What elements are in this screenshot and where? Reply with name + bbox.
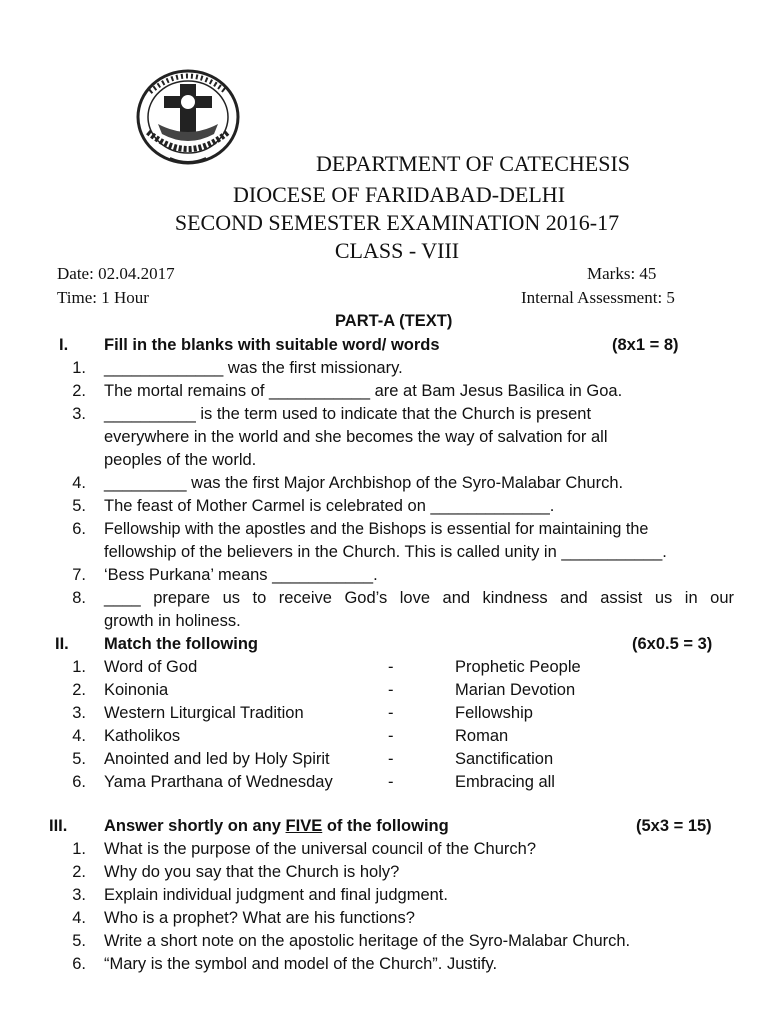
question-text: Write a short note on the apostolic heritage of the Syro-Malabar Church.: [104, 932, 631, 950]
match-number: 5.: [72, 750, 86, 768]
match-left: Yama Prarthana of Wednesday: [104, 773, 333, 791]
question-number: 6.: [72, 955, 86, 973]
match-right: Prophetic People: [455, 658, 581, 676]
question-text: Fellowship with the apostles and the Bishops is essential for maintaining the: [104, 520, 649, 538]
match-left: Katholikos: [104, 727, 181, 745]
class-title: CLASS - VIII: [334, 238, 460, 263]
section-3-title-pre: Answer shortly on any: [104, 817, 286, 835]
question-number: 5.: [72, 932, 86, 950]
section-1-marks: (8x1 = 8): [612, 336, 679, 354]
question-text-continued: peoples of the world.: [104, 451, 257, 469]
question-number: 3.: [72, 886, 86, 904]
question-text: Who is a prophet? What are his functions?: [104, 909, 415, 927]
match-right: Sanctification: [455, 750, 554, 768]
section-3-marks: (5x3 = 15): [636, 817, 712, 835]
match-number: 4.: [72, 727, 86, 745]
department-title: DEPARTMENT OF CATECHESIS: [315, 151, 631, 176]
question-number: 4.: [72, 909, 86, 927]
question-text: ____ prepare us to receive God’s love and kindness and assist us in our: [104, 589, 734, 607]
question-text: The feast of Mother Carmel is celebrated on _____________.: [104, 497, 555, 515]
question-text: ‘Bess Purkana’ means ___________.: [104, 566, 378, 584]
match-number: 1.: [72, 658, 86, 676]
section-3-numeral: III.: [49, 817, 68, 835]
match-dash: -: [388, 681, 394, 699]
section-3-title-emphasis: FIVE: [285, 817, 323, 835]
question-number: 6.: [72, 520, 86, 538]
match-right: Embracing all: [455, 773, 555, 791]
match-number: 6.: [72, 773, 86, 791]
question-number: 3.: [72, 405, 86, 423]
part-a-heading: PART-A (TEXT): [335, 312, 453, 330]
question-text: “Mary is the symbol and model of the Church”. Justify.: [104, 955, 498, 973]
question-text: Explain individual judgment and final judgment.: [104, 886, 448, 904]
match-left: Koinonia: [104, 681, 169, 699]
internal-assessment: Internal Assessment: 5: [521, 288, 675, 307]
question-number: 1.: [72, 840, 86, 858]
section-2-numeral: II.: [55, 635, 69, 653]
question-number: 2.: [72, 382, 86, 400]
question-text: The mortal remains of ___________ are at Bam Jesus Basilica in Goa.: [104, 382, 623, 400]
match-dash: -: [388, 727, 394, 745]
match-number: 2.: [72, 681, 86, 699]
section-1-title: Fill in the blanks with suitable word/ words: [104, 336, 440, 354]
question-text-continued: everywhere in the world and she becomes the way of salvation for all: [104, 428, 608, 446]
exam-marks: Marks: 45: [587, 264, 657, 283]
match-dash: -: [388, 773, 394, 791]
match-left: Anointed and led by Holy Spirit: [104, 750, 330, 768]
match-right: Fellowship: [455, 704, 533, 722]
section-1-numeral: I.: [59, 336, 69, 354]
match-left: Western Liturgical Tradition: [104, 704, 304, 722]
question-text: __________ is the term used to indicate that the Church is present: [104, 405, 592, 423]
question-number: 4.: [72, 474, 86, 492]
match-left: Word of God: [104, 658, 198, 676]
question-text-continued: fellowship of the believers in the Church. This is called unity in ___________.: [104, 543, 667, 561]
diocese-title: DIOCESE OF FARIDABAD-DELHI: [232, 182, 566, 207]
section-2-marks: (6x0.5 = 3): [632, 635, 713, 653]
match-right: Marian Devotion: [455, 681, 576, 699]
question-text-continued: growth in holiness.: [104, 612, 241, 630]
section-2-title: Match the following: [104, 635, 258, 653]
match-right: Roman: [455, 727, 509, 745]
match-dash: -: [388, 750, 394, 768]
question-number: 1.: [72, 359, 86, 377]
match-number: 3.: [72, 704, 86, 722]
exam-date: Date: 02.04.2017: [57, 264, 175, 283]
question-number: 7.: [72, 566, 86, 584]
question-text: _____________ was the first missionary.: [104, 359, 403, 377]
exam-title: SECOND SEMESTER EXAMINATION 2016-17: [174, 210, 620, 235]
match-dash: -: [388, 704, 394, 722]
question-number: 2.: [72, 863, 86, 881]
section-3-title-post: of the following: [322, 817, 449, 835]
exam-time: Time: 1 Hour: [57, 288, 149, 307]
question-number: 5.: [72, 497, 86, 515]
question-number: 8.: [72, 589, 86, 607]
question-text: _________ was the first Major Archbishop of the Syro-Malabar Church.: [104, 474, 624, 492]
match-dash: -: [388, 658, 394, 676]
section-3-title: [104, 815, 449, 838]
question-text: Why do you say that the Church is holy?: [104, 863, 400, 881]
question-text: What is the purpose of the universal council of the Church?: [104, 840, 536, 858]
